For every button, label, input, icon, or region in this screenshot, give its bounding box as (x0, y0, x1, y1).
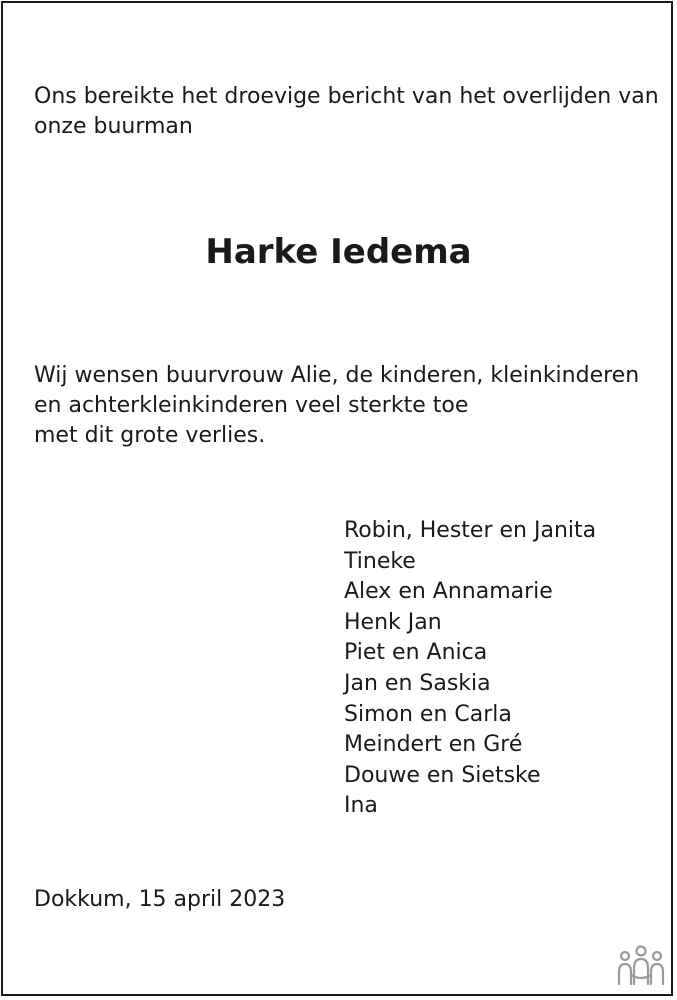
deceased-name: Harke Iedema (205, 232, 472, 272)
signers-list (344, 516, 654, 822)
signer-item: Jan en Saskia (344, 670, 491, 696)
condolence-line: met dit grote verlies. (34, 423, 266, 448)
condolence-line: en achterkleinkinderen veel sterkte toe (34, 393, 469, 418)
signer-item: Piet en Anica (344, 640, 488, 666)
signer-item: Douwe en Sietske (344, 762, 541, 788)
signer-item: Meindert en Gré (344, 732, 523, 758)
signer-item: Alex en Annamarie (344, 579, 553, 605)
condolence-text (34, 361, 654, 451)
signer-item: Tineke (344, 548, 416, 574)
intro-text (34, 82, 659, 142)
signer-item: Robin, Hester en Janita (344, 518, 597, 543)
notice-border (1, 1, 673, 996)
signer-item: Henk Jan (344, 609, 442, 635)
place-date: Dokkum, 15 april 2023 (34, 887, 286, 912)
signer-item: Ina (344, 793, 378, 819)
people-group-icon (616, 944, 666, 986)
signer-item: Simon en Carla (344, 701, 512, 727)
condolence-line: Wij wensen buurvrouw Alie, de kinderen, kleinkinderen (34, 363, 640, 388)
intro-line: Ons bereikte het droevige bericht van het overlijden van (34, 84, 659, 109)
intro-line: onze buurman (34, 114, 193, 139)
